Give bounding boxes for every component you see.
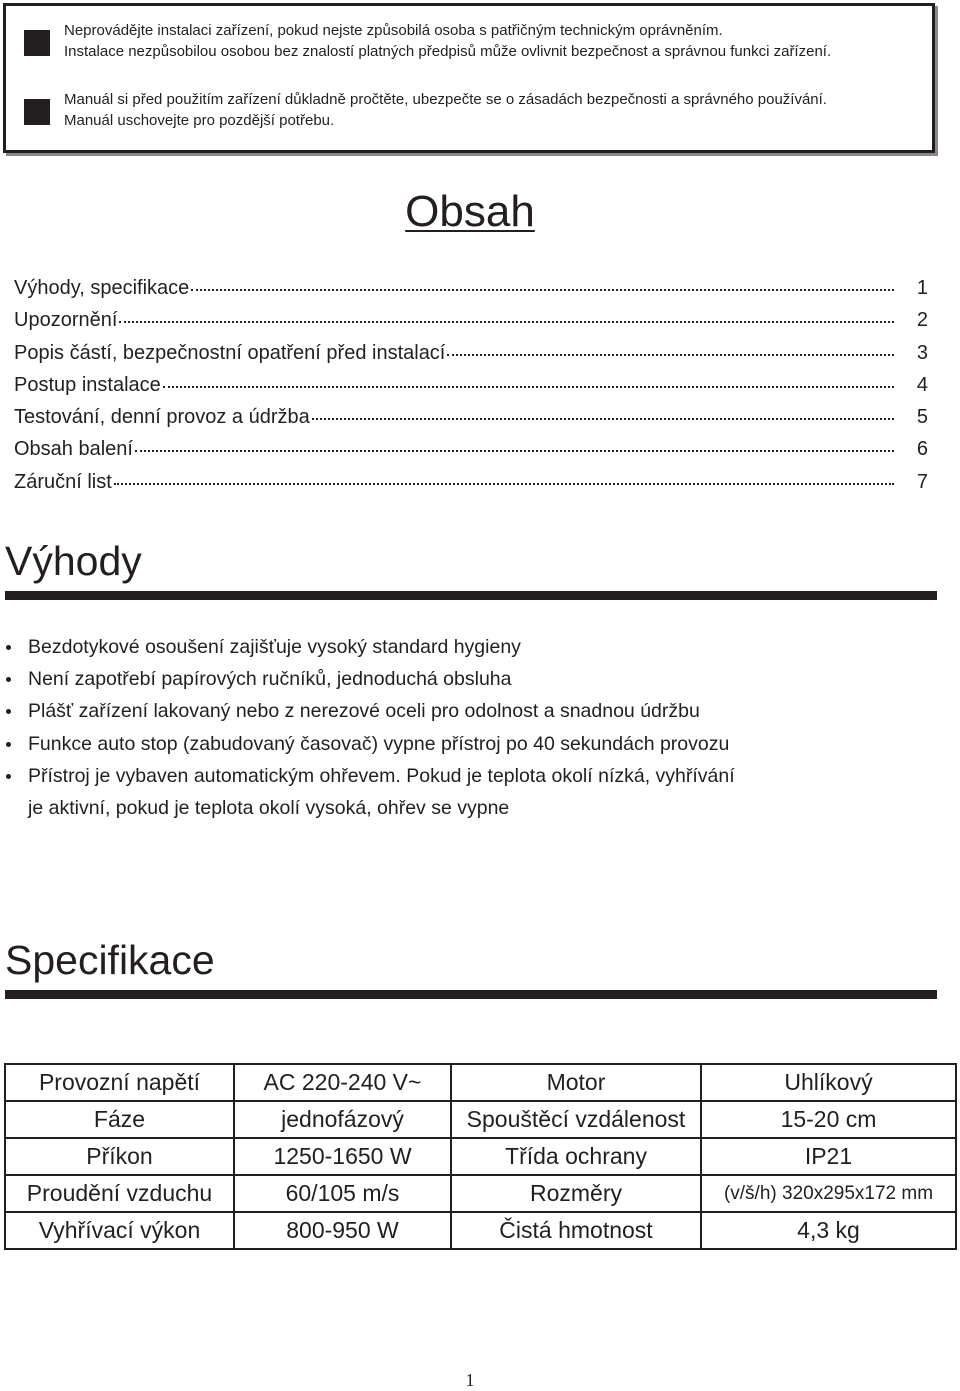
- table-row: [5, 1138, 956, 1175]
- spec-value: 4,3 kg: [701, 1212, 956, 1249]
- toc-leader-dots: [447, 354, 894, 356]
- list-item: [6, 631, 906, 663]
- spec-label: Provozní napětí: [5, 1064, 234, 1101]
- list-item-text: Funkce auto stop (zabudovaný časovač) vypne přístroj po 40 sekundách provozu: [28, 732, 730, 755]
- list-item-text: Přístroj je vybaven automatickým ohřevem. Pokud je teplota okolí nízká, vyhřívání: [28, 764, 735, 787]
- spec-value: 1250-1650 W: [234, 1138, 451, 1175]
- advantages-list: [6, 631, 906, 824]
- toc-leader-dots: [312, 418, 894, 420]
- warning-text: [64, 20, 922, 62]
- bullet-icon: [6, 709, 11, 714]
- list-item-text: Bezdotykové osoušení zajišťuje vysoký standard hygieny: [28, 636, 521, 658]
- warning-line: Neprovádějte instalaci zařízení, pokud nejste způsobilá osoba s patřičným technickým oprávněním.: [64, 22, 723, 39]
- table-of-contents: [14, 272, 928, 498]
- spec-value: AC 220-240 V~: [234, 1064, 451, 1101]
- page-number: 1: [465, 1370, 475, 1390]
- spec-label: Rozměry: [451, 1175, 701, 1212]
- warning-text: [64, 89, 922, 131]
- toc-entry-label: Výhody, specifikace: [14, 277, 190, 299]
- spec-label: Fáze: [5, 1101, 234, 1138]
- spec-value: jednofázový: [234, 1101, 451, 1138]
- spec-label: Spouštěcí vzdálenost: [451, 1101, 701, 1138]
- spec-label: Vyhřívací výkon: [5, 1212, 234, 1249]
- spec-value: 800-950 W: [234, 1212, 451, 1249]
- specs-table: [4, 1063, 957, 1250]
- toc-entry-label: Záruční list: [14, 470, 112, 493]
- toc-entry[interactable]: [14, 466, 928, 498]
- toc-entry-label: Postup instalace: [14, 373, 161, 396]
- spec-value: IP21: [701, 1138, 956, 1175]
- warning-square-icon: [24, 30, 50, 56]
- toc-entry[interactable]: [14, 433, 928, 465]
- spec-value: 15-20 cm: [701, 1101, 956, 1138]
- toc-entry[interactable]: [14, 369, 928, 401]
- table-row: [5, 1175, 956, 1212]
- toc-entry[interactable]: [14, 304, 928, 336]
- toc-leader-dots: [191, 289, 894, 291]
- specs-title: Specifikace: [5, 937, 215, 983]
- advantages-title: Výhody: [5, 538, 142, 584]
- table-row: [5, 1064, 956, 1101]
- toc-entry-label: Popis částí, bezpečnostní opatření před instalací: [14, 341, 446, 364]
- section-rule: [5, 591, 937, 600]
- toc-entry-page: 4: [916, 373, 928, 396]
- spec-value: Uhlíkový: [701, 1064, 956, 1101]
- toc-leader-dots: [163, 386, 894, 388]
- list-item-text: Plášť zařízení lakovaný nebo z nerezové oceli pro odolnost a snadnou údržbu: [28, 700, 700, 723]
- toc-entry-page: 7: [916, 470, 928, 493]
- toc-leader-dots: [114, 483, 894, 485]
- warning-box: [3, 3, 935, 153]
- toc-entry[interactable]: [14, 337, 928, 369]
- spec-label: Čistá hmotnost: [451, 1212, 701, 1249]
- toc-entry[interactable]: [14, 272, 928, 304]
- bullet-icon: [6, 645, 11, 650]
- spec-value: 60/105 m/s: [234, 1175, 451, 1212]
- toc-entry[interactable]: [14, 401, 928, 433]
- toc-entry-page: 6: [916, 438, 928, 461]
- bullet-icon: [6, 774, 11, 779]
- table-row: [5, 1101, 956, 1138]
- spec-label: Motor: [451, 1064, 701, 1101]
- warning-line: Manuál uschovejte pro pozdější potřebu.: [64, 112, 335, 129]
- toc-leader-dots: [119, 321, 894, 323]
- toc-entry-page: 2: [916, 309, 928, 332]
- list-item-text: Není zapotřebí papírových ručníků, jednoduchá obsluha: [28, 668, 512, 691]
- list-item: [6, 728, 906, 760]
- list-item: [6, 695, 906, 727]
- toc-title-text: Obsah: [405, 187, 535, 236]
- warning-line: Manuál si před použitím zařízení důkladně pročtěte, ubezpečte se o zásadách bezpečnosti a správného používání.: [64, 91, 827, 108]
- toc-entry-label: Testování, denní provoz a údržba: [14, 406, 310, 429]
- table-row: [5, 1212, 956, 1249]
- toc-leader-dots: [135, 450, 894, 452]
- spec-label: Proudění vzduchu: [5, 1175, 234, 1212]
- bullet-icon: [6, 677, 11, 682]
- warning-line: Instalace nezpůsobilou osobou bez znalostí platných předpisů může ovlivnit bezpečnost a správnou funkci zařízení.: [64, 43, 832, 60]
- toc-title: [0, 184, 940, 240]
- warning-square-icon: [24, 99, 50, 125]
- bullet-icon: [6, 742, 11, 747]
- toc-entry-page: 3: [916, 341, 928, 364]
- list-item: [6, 760, 906, 824]
- spec-label: Třída ochrany: [451, 1138, 701, 1175]
- list-item: [6, 663, 906, 695]
- toc-entry-page: 5: [916, 406, 928, 429]
- section-rule: [5, 990, 937, 999]
- toc-entry-label: Upozornění: [14, 309, 118, 332]
- list-item-text-continued: je aktivní, pokud je teplota okolí vysoká, ohřev se vypne: [28, 797, 510, 820]
- toc-entry-label: Obsah balení: [14, 438, 133, 461]
- toc-entry-page: 1: [916, 277, 928, 299]
- spec-value: (v/š/h) 320x295x172 mm: [701, 1175, 956, 1212]
- spec-label: Příkon: [5, 1138, 234, 1175]
